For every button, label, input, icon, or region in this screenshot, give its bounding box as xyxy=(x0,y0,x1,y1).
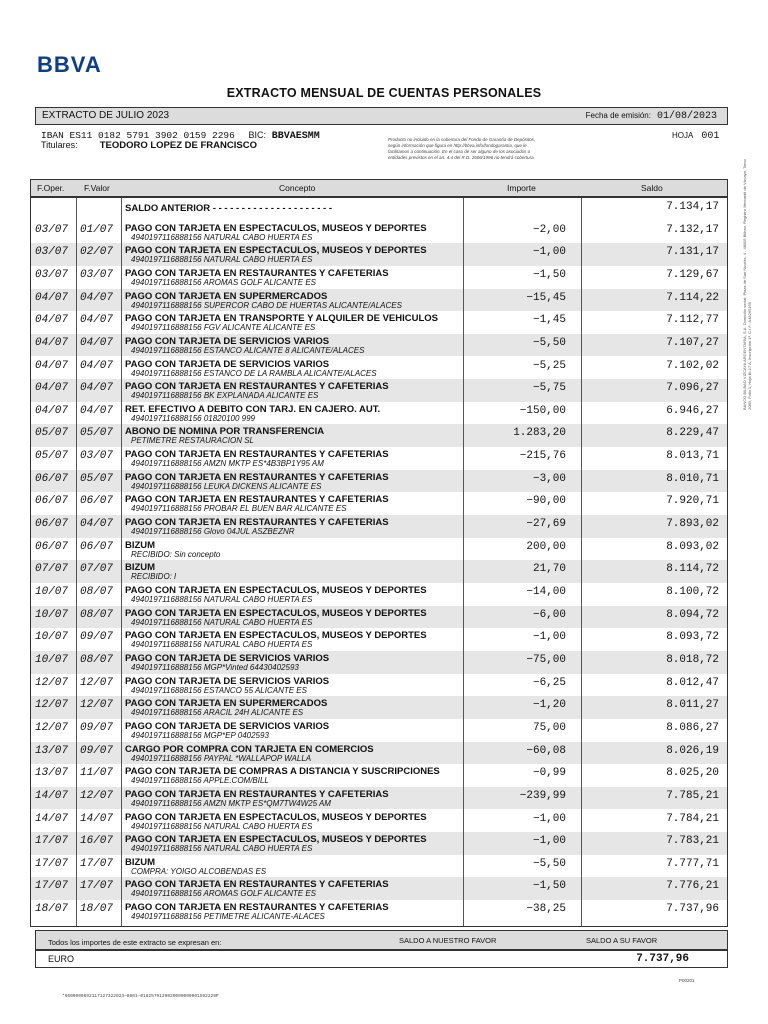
balance: 6.946,27 xyxy=(666,404,719,417)
concept-detail: 4940197116888156 PAYPAL *WALLAPOP WALLA xyxy=(131,753,312,763)
concept: PAGO CON TARJETA EN RESTAURANTES Y CAFETERIAS xyxy=(125,879,389,891)
concept: PAGO CON TARJETA EN ESPECTACULOS, MUSEOS Y DEPORTES xyxy=(125,811,427,823)
amount: −215,76 xyxy=(519,450,566,463)
balance-in-your-favor-label: SALDO A SU FAVOR xyxy=(586,936,658,945)
operation-date: 06/07 xyxy=(35,518,69,531)
concept-detail: 4940197116888156 MGP*Vinted 64430402593 xyxy=(131,662,299,672)
balance: 8.013,71 xyxy=(666,450,719,463)
value-date: 04/07 xyxy=(80,291,114,304)
holders-line xyxy=(41,140,257,151)
amount: −5,25 xyxy=(532,359,566,372)
balance: 8.086,27 xyxy=(666,721,719,734)
bbva-logo: BBVA xyxy=(37,52,102,77)
value-date: 01/07 xyxy=(80,223,114,236)
col-divider xyxy=(76,198,77,926)
concept-detail: 4940197116888156 AMZN MKTP ES*QM7TW4W25 AM xyxy=(131,798,331,808)
balance: 8.012,47 xyxy=(666,676,719,689)
value-date: 07/07 xyxy=(80,563,114,576)
balance: 8.100,72 xyxy=(666,586,719,598)
sheet-value: 001 xyxy=(701,131,720,142)
concept: PAGO CON TARJETA EN RESTAURANTES Y CAFETERIAS xyxy=(125,788,389,800)
amount: −1,00 xyxy=(532,835,566,848)
table-row xyxy=(31,515,727,538)
issue-date: 01/08/2023 xyxy=(656,111,717,122)
currency: EURO xyxy=(48,954,75,964)
table-row xyxy=(31,447,727,470)
amount: −1,20 xyxy=(532,699,566,712)
concept: PAGO CON TARJETA EN RESTAURANTES Y CAFETERIAS xyxy=(125,267,389,279)
totals-header xyxy=(35,930,728,950)
amount: −60,08 xyxy=(526,744,566,757)
amount: −38,25 xyxy=(526,903,566,916)
balance: 7.783,21 xyxy=(666,835,719,848)
operation-date: 17/07 xyxy=(35,857,69,870)
concept: PAGO CON TARJETA DE SERVICIOS VARIOS xyxy=(125,358,330,370)
value-date: 02/07 xyxy=(80,246,114,259)
table-row xyxy=(31,266,727,289)
value-date: 12/07 xyxy=(80,789,114,802)
table-row xyxy=(31,424,727,447)
balance: 7.893,02 xyxy=(666,518,719,531)
concept: PAGO CON TARJETA DE SERVICIOS VARIOS xyxy=(125,652,330,664)
iban: IBAN ES11 0182 5791 3902 0159 2296 xyxy=(41,130,235,141)
extract-period: EXTRACTO DE JULIO 2023 xyxy=(42,110,170,121)
value-date: 03/07 xyxy=(80,268,114,281)
balance: 7.107,27 xyxy=(666,336,719,349)
table-row xyxy=(31,402,727,425)
legal-note: Producto no incluido en la cobertura del Fondo de Garantía de Depósitos, según información que figura en http://bbva.info/fondogarantia, que le facilitamos a continuación. En el caso de ser alguno de los asociados o entidades previstos en el art. 4.4 del R.D. 2606/1996 no tendrá cobertura. xyxy=(388,137,536,160)
amount: −1,00 xyxy=(532,246,566,259)
col-f-oper: F.Oper. xyxy=(37,183,65,193)
concept: PAGO CON TARJETA DE SERVICIOS VARIOS xyxy=(125,720,330,732)
operation-date: 10/07 xyxy=(35,586,69,598)
value-date: 05/07 xyxy=(80,472,114,485)
operation-date: 13/07 xyxy=(35,767,69,780)
operation-date: 06/07 xyxy=(35,495,69,508)
concept: PAGO CON TARJETA EN ESPECTACULOS, MUSEOS Y DEPORTES xyxy=(125,630,427,642)
operation-date: 06/07 xyxy=(35,540,69,553)
holder-name: TEODORO LOPEZ DE FRANCISCO xyxy=(99,140,257,151)
value-date: 09/07 xyxy=(80,744,114,757)
table-row xyxy=(31,651,727,674)
amount: 75,00 xyxy=(532,721,566,734)
concept-detail: 4940197116888156 AMZN MKTP ES*4B3BP1Y95 AM xyxy=(131,459,324,469)
amount: 21,70 xyxy=(532,563,566,576)
amount: −1,00 xyxy=(532,631,566,644)
table-row xyxy=(31,538,727,561)
col-divider xyxy=(463,198,464,926)
value-date: 17/07 xyxy=(80,857,114,870)
concept-detail: PETIMETRE RESTAURACION SL xyxy=(131,436,254,446)
amount: −15,45 xyxy=(526,291,566,304)
concept: PAGO CON TARJETA EN RESTAURANTES Y CAFETERIAS xyxy=(125,471,389,483)
concept: BIZUM xyxy=(125,562,156,574)
balance: 8.018,72 xyxy=(666,653,719,666)
table-row xyxy=(31,311,727,334)
balance: 7.131,17 xyxy=(666,246,719,259)
table-row xyxy=(31,696,727,719)
amount: −5,50 xyxy=(532,857,566,870)
value-date: 16/07 xyxy=(80,835,114,848)
operation-date: 07/07 xyxy=(35,563,69,576)
table-row xyxy=(31,628,727,651)
concept-detail: COMPRA: YOIGO ALCOBENDAS ES xyxy=(131,866,267,876)
operation-date: 06/07 xyxy=(35,472,69,485)
concept: CARGO POR COMPRA CON TARJETA EN COMERCIOS xyxy=(125,743,374,755)
value-date: 08/07 xyxy=(80,586,114,598)
concept-detail: 4940197116888156 PROBAR EL BUEN BAR ALICANTE ES xyxy=(131,504,347,514)
amount: −1,00 xyxy=(532,812,566,825)
amount: −27,69 xyxy=(526,518,566,531)
concept-detail: 4940197116888156 ARACIL 24H ALICANTE ES xyxy=(131,708,304,718)
table-row xyxy=(31,334,727,357)
sheet-label: HOJA xyxy=(672,131,694,140)
balance: 7.777,71 xyxy=(666,857,719,870)
amount: −5,75 xyxy=(532,382,566,395)
final-balance: 7.737,96 xyxy=(636,953,689,965)
amount: −1,45 xyxy=(532,314,566,327)
concept: PAGO CON TARJETA DE COMPRAS A DISTANCIA Y SUSCRIPCIONES xyxy=(125,766,440,778)
bic: BBVAESMM xyxy=(271,131,320,142)
balance: 7.776,21 xyxy=(666,880,719,893)
balance: 8.026,19 xyxy=(666,744,719,757)
table-row xyxy=(31,855,727,878)
balance: 8.114,72 xyxy=(666,563,719,576)
value-date: 08/07 xyxy=(80,653,114,666)
concept: PAGO CON TARJETA EN SUPERMERCADOS xyxy=(125,698,328,710)
table-row xyxy=(31,357,727,380)
concept-detail: 4940197116888156 AROMAS GOLF ALICANTE ES xyxy=(131,889,316,899)
concept: RET. EFECTIVO A DEBITO CON TARJ. EN CAJERO. AUT. xyxy=(125,403,381,415)
table-row xyxy=(31,810,727,833)
sheet-number xyxy=(672,131,719,142)
table-row xyxy=(31,221,727,244)
value-date: 14/07 xyxy=(80,812,114,825)
amount: −90,00 xyxy=(526,495,566,508)
concept-detail: 4940197116888156 NATURAL CABO HUERTA ES xyxy=(131,595,313,604)
amount: −150,00 xyxy=(519,404,566,417)
balance: 7.132,17 xyxy=(666,223,719,236)
amount: 200,00 xyxy=(526,540,566,553)
concept: BIZUM xyxy=(125,856,156,868)
operation-date: 14/07 xyxy=(35,789,69,802)
balance: 7.737,96 xyxy=(666,903,719,916)
amount: −2,00 xyxy=(532,223,566,236)
operation-date: 04/07 xyxy=(35,314,69,327)
value-date: 09/07 xyxy=(80,721,114,734)
balance: 7.784,21 xyxy=(666,812,719,825)
operation-date: 17/07 xyxy=(35,835,69,848)
concept-detail: 4940197116888156 MGP*EP 0402593 xyxy=(131,730,269,740)
concept: PAGO CON TARJETA DE SERVICIOS VARIOS xyxy=(125,675,330,687)
concept: PAGO CON TARJETA EN RESTAURANTES Y CAFETERIAS xyxy=(125,449,389,461)
bic-label: BIC: xyxy=(248,130,267,140)
concept-detail: 4940197116888156 NATURAL CABO HUERTA ES xyxy=(131,232,313,242)
balance: 8.093,72 xyxy=(666,631,719,644)
issue-date-label: Fecha de emisión: xyxy=(585,111,651,120)
concept-detail: 4940197116888156 NATURAL CABO HUERTA ES xyxy=(131,617,313,627)
col-f-valor: F.Valor xyxy=(84,183,110,193)
table-row xyxy=(31,900,727,923)
table-row xyxy=(31,787,727,810)
concept-detail: 4940197116888156 AROMAS GOLF ALICANTE ES xyxy=(131,277,316,287)
operation-date: 12/07 xyxy=(35,699,69,712)
table-row xyxy=(31,877,727,900)
extract-header-bar xyxy=(35,107,728,125)
balance: 7.920,71 xyxy=(666,495,719,508)
balance: 7.112,77 xyxy=(666,314,719,327)
operation-date: 12/07 xyxy=(35,721,69,734)
transactions-table xyxy=(30,197,728,927)
balance: 8.229,47 xyxy=(666,427,719,440)
issue-date-block xyxy=(586,111,717,122)
concept: PAGO CON TARJETA EN RESTAURANTES Y CAFETERIAS xyxy=(125,494,389,506)
balance: 8.025,20 xyxy=(666,767,719,780)
operation-date: 18/07 xyxy=(35,903,69,916)
concept-detail: 4940197116888156 01820100 999 xyxy=(131,413,255,423)
table-row xyxy=(31,606,727,629)
value-date: 18/07 xyxy=(80,903,114,916)
operation-date: 04/07 xyxy=(35,336,69,349)
concept-detail: 4940197116888156 NATURAL CABO HUERTA ES xyxy=(131,844,313,854)
balance: 8.010,71 xyxy=(666,472,719,485)
value-date: 12/07 xyxy=(80,699,114,712)
concept-detail: 4940197116888156 BK EXPLANADA ALICANTE ES xyxy=(131,391,319,401)
table-row xyxy=(31,560,727,583)
col-divider xyxy=(121,198,122,926)
operation-date: 05/07 xyxy=(35,427,69,440)
value-date: 11/07 xyxy=(80,767,114,780)
value-date: 04/07 xyxy=(80,314,114,327)
table-row xyxy=(31,583,727,606)
concept: PAGO CON TARJETA EN ESPECTACULOS, MUSEOS Y DEPORTES xyxy=(125,245,427,257)
table-row xyxy=(31,674,727,697)
operation-date: 10/07 xyxy=(35,631,69,644)
amount: −0,99 xyxy=(532,767,566,780)
operation-date: 10/07 xyxy=(35,653,69,666)
value-date: 06/07 xyxy=(80,495,114,508)
balance: 8.094,72 xyxy=(666,608,719,621)
concept-detail: 4940197116888156 NATURAL CABO HUERTA ES xyxy=(131,640,313,650)
col-importe: Importe xyxy=(507,183,536,193)
table-row xyxy=(31,470,727,493)
totals-row xyxy=(35,950,728,968)
amount: −75,00 xyxy=(526,653,566,666)
opening-balance-row xyxy=(31,198,727,221)
balance: 8.093,02 xyxy=(666,540,719,553)
concept: PAGO CON TARJETA EN RESTAURANTES Y CAFETERIAS xyxy=(125,902,389,914)
concept-detail: 4940197116888156 FGV ALICANTE ALICANTE ES xyxy=(131,323,316,333)
concept: ABONO DE NOMINA POR TRANSFERENCIA xyxy=(125,426,325,438)
concept-detail: 4940197116888156 Glovo 04JUL ASZBEZNR xyxy=(131,527,295,537)
table-row xyxy=(31,719,727,742)
amount: 1.283,20 xyxy=(513,427,566,440)
concept-detail: 4940197116888156 NATURAL CABO HUERTA ES xyxy=(131,255,313,265)
amount: −1,50 xyxy=(532,880,566,893)
value-date: 09/07 xyxy=(80,631,114,644)
balance: 7.785,21 xyxy=(666,789,719,802)
opening-balance-label: SALDO ANTERIOR - - - - - - - - - - - - - - - - - - - - - xyxy=(125,203,333,214)
form-code: P00201 xyxy=(679,978,695,983)
opening-balance: 7.134,17 xyxy=(666,201,719,213)
concept: PAGO CON TARJETA EN ESPECTACULOS, MUSEOS Y DEPORTES xyxy=(125,222,427,234)
value-date: 04/07 xyxy=(80,404,114,417)
operation-date: 03/07 xyxy=(35,246,69,259)
value-date: 04/07 xyxy=(80,336,114,349)
operation-date: 13/07 xyxy=(35,744,69,757)
table-row xyxy=(31,289,727,312)
currency-note: Todos los importes de este extracto se expresan en: xyxy=(48,938,222,947)
concept: PAGO CON TARJETA EN RESTAURANTES Y CAFETERIAS xyxy=(125,381,389,393)
concept-detail: RECIBIDO: Sin concepto xyxy=(131,549,221,559)
table-row xyxy=(31,764,727,787)
operation-date: 10/07 xyxy=(35,608,69,621)
concept: PAGO CON TARJETA EN ESPECTACULOS, MUSEOS Y DEPORTES xyxy=(125,834,427,846)
balance: 7.129,67 xyxy=(666,268,719,281)
concept-detail: 4940197116888156 NATURAL CABO HUERTA ES xyxy=(131,821,313,831)
value-date: 04/07 xyxy=(80,359,114,372)
balance: 8.011,27 xyxy=(666,699,719,712)
concept-detail: 4940197116888156 SUPERCOR CABO DE HUERTAS ALICANTE/ALACES xyxy=(131,300,402,310)
table-row xyxy=(31,742,727,765)
col-divider xyxy=(581,198,582,926)
operation-date: 04/07 xyxy=(35,359,69,372)
legal-side-text: BANCO BILBAO VIZCAYA ARGENTARIA, S.A. Domicilio social: Plaza de San Nicolás, 4 - 48005 Bilbao. Registro Mercantil de Vizcaya, Tomo 2083, Folio 1, Hoja BI-17 A, Inscripción 1ª. C.I.F.: A48265169 xyxy=(742,159,752,410)
amount: −5,50 xyxy=(532,336,566,349)
concept-detail: 4940197116888156 APPLE.COM/BILL xyxy=(131,776,269,786)
value-date: 06/07 xyxy=(80,540,114,553)
amount: −1,50 xyxy=(532,268,566,281)
balance-in-our-favor-label: SALDO A NUESTRO FAVOR xyxy=(399,936,497,945)
value-date: 03/07 xyxy=(80,450,114,463)
operation-date: 12/07 xyxy=(35,676,69,689)
operation-date: 03/07 xyxy=(35,268,69,281)
holders-label: Titulares: xyxy=(41,140,78,150)
concept: PAGO CON TARJETA EN SUPERMERCADOS xyxy=(125,290,328,302)
table-row xyxy=(31,492,727,515)
concept-detail: 4940197116888156 LEUKA DICKENS ALICANTE ES xyxy=(131,481,322,491)
col-concepto: Concepto xyxy=(279,183,316,193)
amount: −6,00 xyxy=(532,608,566,621)
concept-detail: RECIBIDO: l xyxy=(131,572,176,582)
concept-detail: 4940197116888156 ESTANCO 55 ALICANTE ES xyxy=(131,685,307,695)
amount: −3,00 xyxy=(532,472,566,485)
operation-date: 14/07 xyxy=(35,812,69,825)
concept-detail: 4940197116888156 PETIMETRE ALICANTE-ALACES xyxy=(131,912,325,922)
value-date: 12/07 xyxy=(80,676,114,689)
table-row xyxy=(31,832,727,855)
operation-date: 03/07 xyxy=(35,223,69,236)
operation-date: 04/07 xyxy=(35,382,69,395)
table-row xyxy=(31,379,727,402)
amount: −14,00 xyxy=(526,586,566,598)
col-saldo: Saldo xyxy=(641,183,663,193)
value-date: 08/07 xyxy=(80,608,114,621)
balance: 7.102,02 xyxy=(666,359,719,372)
value-date: 17/07 xyxy=(80,880,114,893)
concept-detail: 4940197116888156 ESTANCO DE LA RAMBLA ALICANTE/ALACES xyxy=(131,368,377,378)
value-date: 05/07 xyxy=(80,427,114,440)
concept: PAGO CON TARJETA EN ESPECTACULOS, MUSEOS Y DEPORTES xyxy=(125,607,427,619)
concept: BIZUM xyxy=(125,539,156,551)
concept-detail: 4940197116888156 ESTANCO ALICANTE 8 ALICANTE/ALACES xyxy=(131,345,365,355)
table-row xyxy=(31,243,727,266)
concept: PAGO CON TARJETA DE SERVICIOS VARIOS xyxy=(125,335,330,347)
amount: −239,99 xyxy=(519,789,566,802)
concept: PAGO CON TARJETA EN RESTAURANTES Y CAFETERIAS xyxy=(125,517,389,529)
operation-date: 05/07 xyxy=(35,450,69,463)
amount: −6,25 xyxy=(532,676,566,689)
value-date: 04/07 xyxy=(80,382,114,395)
document-title: EXTRACTO MENSUAL DE CUENTAS PERSONALES xyxy=(226,86,542,100)
operation-date: 04/07 xyxy=(35,291,69,304)
concept: PAGO CON TARJETA EN TRANSPORTE Y ALQUILER DE VEHICULOS xyxy=(125,313,438,325)
barcode-text: *6600000692117127322023—0801—0182579139020000000001592229P xyxy=(62,994,219,999)
operation-date: 04/07 xyxy=(35,404,69,417)
operation-date: 17/07 xyxy=(35,880,69,893)
balance: 7.096,27 xyxy=(666,382,719,395)
balance: 7.114,22 xyxy=(666,291,719,304)
concept: PAGO CON TARJETA EN ESPECTACULOS, MUSEOS Y DEPORTES xyxy=(125,585,427,596)
table-header xyxy=(30,179,728,197)
value-date: 04/07 xyxy=(80,518,114,531)
